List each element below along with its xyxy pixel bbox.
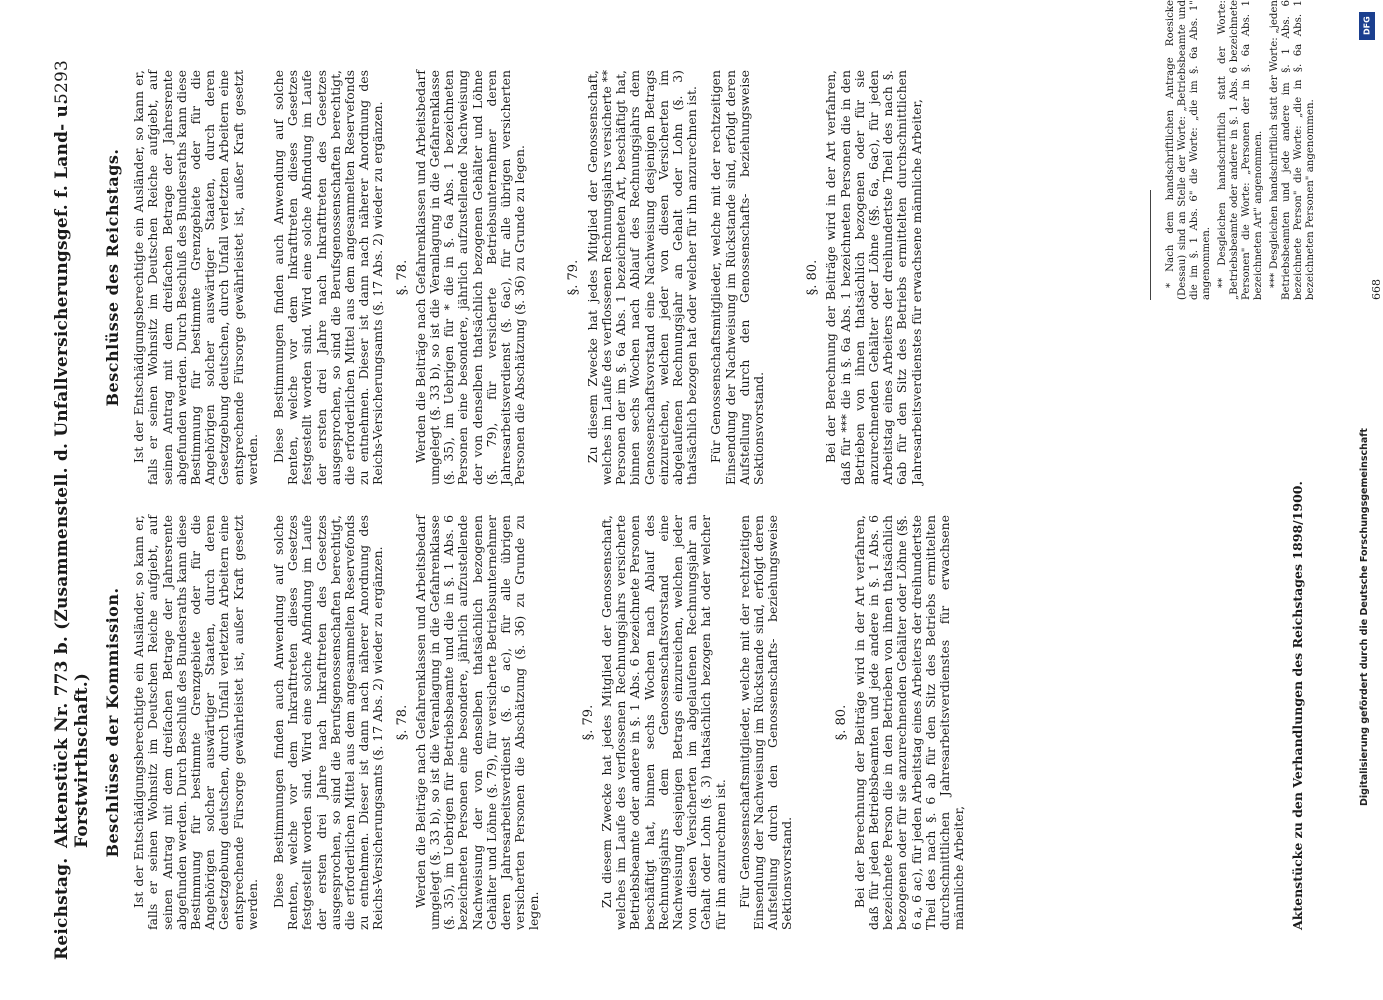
section-heading-79: §. 79.	[566, 259, 582, 296]
footnote-rule	[1150, 190, 1151, 300]
right-column-reichstag	[100, 70, 934, 485]
footnote: *** Desgleichen handschriftlich statt der Worte: „jeden Betriebsbeamten und jede andere im §. 1 Abs. 6 bezeichnete Person" die Worte: „die in §. 6a Abs. 1 bezeichneten Personen" angenommen.	[1269, 0, 1316, 300]
bottom-page-number: 668	[1370, 279, 1383, 300]
page-header	[52, 60, 92, 960]
paragraph: Ist der Entschädigungsberechtigte ein Ausländer, so kann er, falls er seinen Wohnsitz im Deutschen Reiche aufgiebt, auf seinen Antrag mit dem dreifachen Betrage der Jahresrente abgefunden werden. Durch Beschluß des Bundesraths kann diese Bestimmung für bestimmte Grenzgebiete oder für die Angehörigen solcher auswärtiger Staaten, durch deren Gesetzgebung deutschen, durch Unfall verletzten Arbeitern eine entsprechende Fürsorge gewährleistet ist, außer Kraft gesetzt werden.	[131, 515, 260, 930]
dfg-logo: DFG	[1359, 12, 1375, 40]
section-80-text: Bei der Berechnung der Beiträge wird in der Art verfahren, daß für jeden Betriebsbeamten und jede andere in §. 1 Abs. 6 bezeichnete Person die in den Betrieben von ihnen thatsächlich bezogenen oder für sie anzurechnenden Gehälter oder Löhne (§§. 6 a, 6 ac), für jeden Arbeitstag eines Arbeiters der dreihundertste Theil des nach §. 6 ab für den Sitz des Betriebs ermittelten durchschnittlichen Jahresarbeitsverdienstes für erwachsene männliche Arbeiter,	[851, 515, 967, 930]
left-column-commission	[100, 515, 976, 930]
left-column-title: Beschlüsse der Kommission.	[103, 587, 122, 858]
section-79-text-2: Für Genossenschaftsmitglieder, welche mit der rechtzeitigen Einsendung der Nachweisung im Rückstande sind, erfolgt deren Aufstellung durch den Genossenschafts- beziehungsweise Sektionsvorstand.	[708, 70, 766, 485]
header-left: Reichstag.	[52, 857, 72, 960]
section-heading-78: §. 78.	[394, 259, 410, 296]
section-heading-79: §. 79.	[580, 704, 596, 741]
section-79-text-2: Für Genossenschaftsmitglieder, welche mit der rechtzeitigen Einsendung der Nachweisung im Rückstande sind, erfolgt deren Aufstellung durch den Genossenschafts- beziehungsweise Sektionsvorstand.	[736, 515, 795, 930]
section-heading-80: §. 80.	[833, 704, 849, 741]
footnote: * Nach dem handschriftlichen Antrage Roesicke (Dessau) sind an Stelle der Worte: „Betriebsbeamte und die im §. 1 Abs. 6" die Worte: „die im §. 6a Abs. 1" angenommen.	[1165, 0, 1212, 300]
paragraph: Diese Bestimmungen finden auch Anwendung auf solche Renten, welche vor dem Inkrafttreten dieses Gesetzes festgestellt worden sind. Wird eine solche Abfindung im Laufe der ersten drei Jahre nach Inkrafttreten des Gesetzes ausgesprochen, so sind die Berufsgenossenschaften berechtigt, die erforderlichen Mittel aus dem angesammelten Reservefonds zu entnehmen. Dieser ist dann nach näherer Anordnung des Reichs-Versicherungsamts (§. 17 Abs. 2) wieder zu ergänzen.	[271, 515, 386, 930]
digitization-credit: Digitalisierung gefördert durch die Deutsche Forschungsgemeinschaft	[1359, 428, 1370, 806]
header-page-number: 5293	[52, 60, 72, 105]
paragraph: Ist der Entschädigungsberechtigte ein Ausländer, so kann er, falls er seinen Wohnsitz im Deutschen Reiche aufgiebt, auf seinen Antrag mit dem dreifachen Betrage der Jahresrente abgefunden werden. Durch Beschluß des Bundesraths kann diese Bestimmung für bestimmte Grenzgebiete oder für die Angehörigen solcher auswärtiger Staaten, durch deren Gesetzgebung deutschen, durch Unfall verletzten Arbeitern eine entsprechende Fürsorge gewährleistet ist, außer Kraft gesetzt werden.	[131, 70, 260, 485]
digitization-sidebar	[1359, 12, 1375, 812]
right-column-title: Beschlüsse des Reichstags.	[103, 148, 122, 407]
paragraph: Diese Bestimmungen finden auch Anwendung auf solche Renten, welche vor dem Inkrafttreten dieses Gesetzes festgestellt worden sind. Wird eine solche Abfindung im Laufe der ersten drei Jahre nach Inkrafttreten des Gesetzes ausgesprochen, so sind die Berufsgenossenschaften berechtigt, die erforderlichen Mittel aus dem angesammelten Reservefonds zu entnehmen. Dieser ist dann nach näherer Anordnung des Reichs-Versicherungsamts (§. 17 Abs. 2) wieder zu ergänzen.	[271, 70, 386, 485]
footnotes	[1165, 0, 1355, 300]
header-title: Aktenstück Nr. 773 b. (Zusammenstell. d. Unfallversicherungsgef. f. Land- u. Forstwirthschaft.)	[52, 98, 92, 848]
page-footer: Aktenstücke zu den Verhandlungen des Reichstages 1898/1900.	[1290, 481, 1305, 930]
section-80-text: Bei der Berechnung der Beiträge wird in der Art verfahren, daß für *** die in §. 6a Abs. 1 bezeichneten Personen die in den Betrieben von ihnen thatsächlich bezogenen oder für sie anzurechnenden Gehälter oder Löhne (§§. 6a, 6ac), für jeden Arbeitstag eines Arbeiters der dreihundertste Theil des nach §. 6ab für den Sitz des Betriebs ermittelten durchschnittlichen Jahresarbeitsverdienstes für erwachsene männliche Arbeiter,	[823, 70, 924, 485]
section-78-text: Werden die Beiträge nach Gefahrenklassen und Arbeitsbedarf umgelegt (§. 33 b), so ist die Veranlagung in die Gefahrenklasse (§. 35), im Uebrigen für Betriebsbeamte und die in §. 1 Abs. 6 bezeichneten Personen eine besondere, jährlich aufzustellende Nachweisung der von denselben thatsächlich bezogenen Gehälter und Löhne (§. 79), für versicherte Betriebsunternehmer deren Jahresarbeitsverdienst (§. 6 ac), für alle übrigen versicherten Personen die Abschätzung (§. 36) zu Grunde zu legen.	[412, 515, 542, 930]
section-79-text: Zu diesem Zwecke hat jedes Mitglied der Genossenschaft, welches im Laufe des verflossenen Rechnungsjahrs versicherte Betriebsbeamte oder andere in §. 1 Abs. 6 bezeichnete Personen beschäftigt hat, binnen sechs Wochen nach Ablauf des Rechnungsjahrs dem Genossenschaftsvorstand eine Nachweisung desjenigen Betrags einzureichen, welchen jeder von diesen Versicherten im abgelaufenen Rechnungsjahr an Gehalt oder Lohn (§. 3) thatsächlich bezogen hat oder welcher für ihn anzurechnen ist.	[598, 515, 728, 930]
section-heading-80: §. 80.	[805, 259, 821, 296]
section-79-text: Zu diesem Zwecke hat jedes Mitglied der Genossenschaft, welches im Laufe des verflossenen Rechnungsjahrs versicherte ** Personen der im §. 6a Abs. 1 bezeichneten Art, beschäftigt hat, binnen sechs Wochen nach Ablauf des Rechnungsjahrs dem Genossenschaftsvorstand eine Nachweisung desjenigen Betrags einzureichen, welchen jeder von diesen Versicherten im abgelaufenen Rechnungsjahr an Gehalt oder Lohn (§. 3) thatsächlich bezogen hat oder welcher für ihn anzurechnen ist.	[584, 69, 700, 485]
section-heading-78: §. 78.	[394, 704, 410, 741]
section-78-text: Werden die Beiträge nach Gefahrenklassen und Arbeitsbedarf umgelegt (§. 33 b), so ist die Veranlagung in die Gefahrenklasse (§. 35), im Uebrigen für * die in §. 6a Abs. 1 bezeichneten Personen eine besondere, jährlich aufzustellende Nachweisung der von denselben thatsächlich bezogenen Gehälter und Löhne (§. 79), für versicherte Betriebsunternehmer deren Jahresarbeitsverdienst (§. 6ac), für alle übrigen versicherten Personen die Abschätzung (§. 36) zu Grunde zu legen.	[412, 70, 528, 485]
footnote: ** Desgleichen handschriftlich statt der Worte: „Betriebsbeamte oder andere in §. 1 Abs. 6 bezeichnete Personen" die Worte: „Personen der in §. 6a Abs. 1 bezeichneten Art" angenommen.	[1217, 0, 1264, 300]
